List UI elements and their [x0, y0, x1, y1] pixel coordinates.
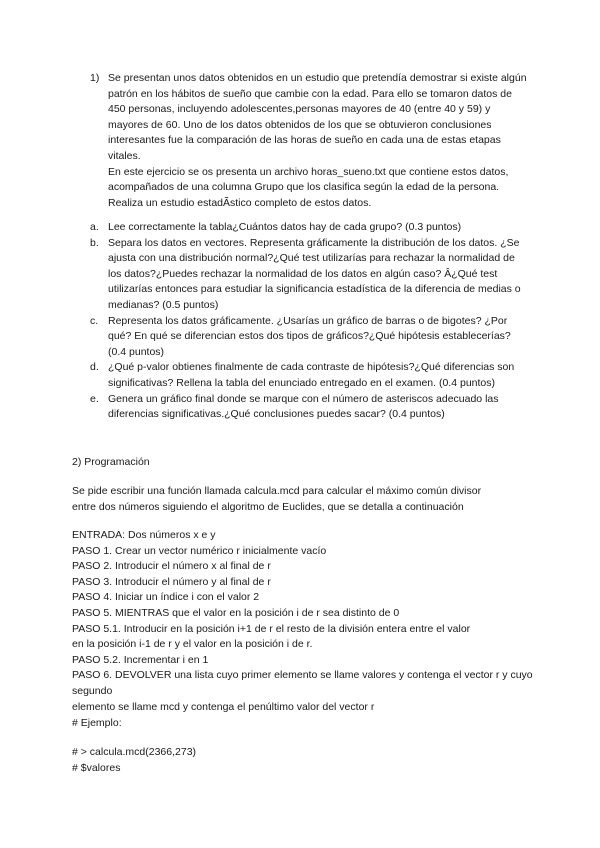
- list-item-text: ¿Qué p-valor obtienes finalmente de cada contraste de hipótesis?¿Qué diferencias son significativas? Rellena la tabla del enunciado entregado en el examen. (0.4 puntos): [108, 361, 515, 389]
- list-item-letter: c.: [90, 314, 99, 327]
- question-1-subitems: [90, 220, 530, 423]
- algorithm-step: PASO 5.2. Incrementar i en 1: [72, 653, 209, 666]
- list-item-letter: a.: [90, 221, 99, 233]
- example-heading-block: [72, 716, 542, 732]
- list-item-text: Separa los datos en vectores. Representa gráficamente la distribución de los datos. ¿Se ajusta con una distribución normal?¿Qué test utilizarías para rechazar la normalidad de los datos?¿Puedes rechazar la normalidad de los datos en algún caso? Â¿Qué test utilizarías entonces para estudiar la significancia estadística de la diferencia de medias o medianas? (0.5 puntos): [108, 236, 521, 311]
- list-item-text: Representa los datos gráficamente. ¿Usarías un gráfico de barras o de bigotes? ¿Por qué? En qué se diferencian estos dos tipos de gráficos?¿Qué hipótesis establecerías? (0.4 puntos): [108, 314, 511, 358]
- algorithm-step: ENTRADA: Dos números x e y: [72, 529, 216, 541]
- algorithm-step: PASO 1. Crear un vector numérico r inicialmente vacío: [72, 544, 327, 557]
- algorithm-step: PASO 4. Iniciar un índice i con el valor 2: [72, 591, 260, 604]
- list-item: [90, 360, 530, 391]
- list-item-text: Genera un gráfico final donde se marque con el número de asteriscos adecuado las diferencias significativas.¿Qué conclusiones puedes sacar? (0.4 puntos): [108, 392, 499, 421]
- algorithm-step: PASO 2. Introducir el número x al final de r: [72, 560, 271, 573]
- question-1-number: 1): [90, 72, 100, 84]
- algorithm-step: PASO 5.1. Introducir en la posición i+1 de r el resto de la división entera entre el valor: [72, 622, 471, 635]
- intro-line: Se pide escribir una función llamada calcula.mcd para calcular el máximo común divisor: [72, 485, 482, 497]
- algorithm-step: elemento se llame mcd y contenga el penúltimo valor del vector r: [72, 700, 375, 713]
- list-item: [90, 236, 530, 314]
- algorithm-step: en la posición i-1 de r y el valor en la posición i de r.: [72, 638, 313, 651]
- list-item-letter: d.: [90, 361, 99, 374]
- intro-line: entre dos números siguiendo el algoritmo de Euclides, que se detalla a continuación: [72, 500, 464, 513]
- example-output: # $valores: [72, 761, 121, 774]
- list-item-letter: b.: [90, 236, 99, 249]
- algorithm-step: PASO 5. MIENTRAS que el valor en la posición i de r sea distinto de 0: [72, 606, 400, 619]
- algorithm-step: PASO 3. Introducir el número y al final de r: [72, 575, 271, 588]
- question-1-exercise-description: En este ejercicio se os presenta un archivo horas_sueno.txt que contiene estos datos, acompañados de una columna Grupo que los clasifica según la edad de la persona. Realiza un estudio estadÃstico completo de estos datos.: [108, 165, 509, 209]
- list-item: [90, 392, 530, 423]
- question-1: [90, 71, 530, 211]
- question-2-intro: [72, 484, 542, 515]
- list-item: [90, 220, 530, 236]
- algorithm-step: PASO 6. DEVOLVER una lista cuyo primer elemento se llame valores y contenga el vector r y cuyo segundo: [72, 669, 533, 697]
- section-heading: 2) Programación: [72, 456, 150, 468]
- question-1-intro: Se presentan unos datos obtenidos en un estudio que pretendía demostrar si existe algún patrón en los hábitos de sueño que cambie con la edad. Para ello se tomaron datos de 450 personas, incluyendo adolescentes,personas mayores de 40 (entre 40 y 59) y mayores de 60. Uno de los datos obtenidos de los que se obtuvieron conclusiones interesantes fue la comparación de las horas de sueño en cada una de estas etapas vitales.: [108, 72, 527, 162]
- example-call: # > calcula.mcd(2366,273): [72, 746, 197, 758]
- list-item: [90, 314, 530, 361]
- example-heading: # Ejemplo:: [72, 717, 122, 729]
- list-item-text: Lee correctamente la tabla¿Cuántos datos hay de cada grupo? (0.3 puntos): [108, 221, 462, 233]
- example-code-block: [72, 745, 542, 776]
- question-2-heading: [72, 455, 542, 471]
- algorithm-steps: [72, 528, 542, 715]
- list-item-letter: e.: [90, 392, 99, 405]
